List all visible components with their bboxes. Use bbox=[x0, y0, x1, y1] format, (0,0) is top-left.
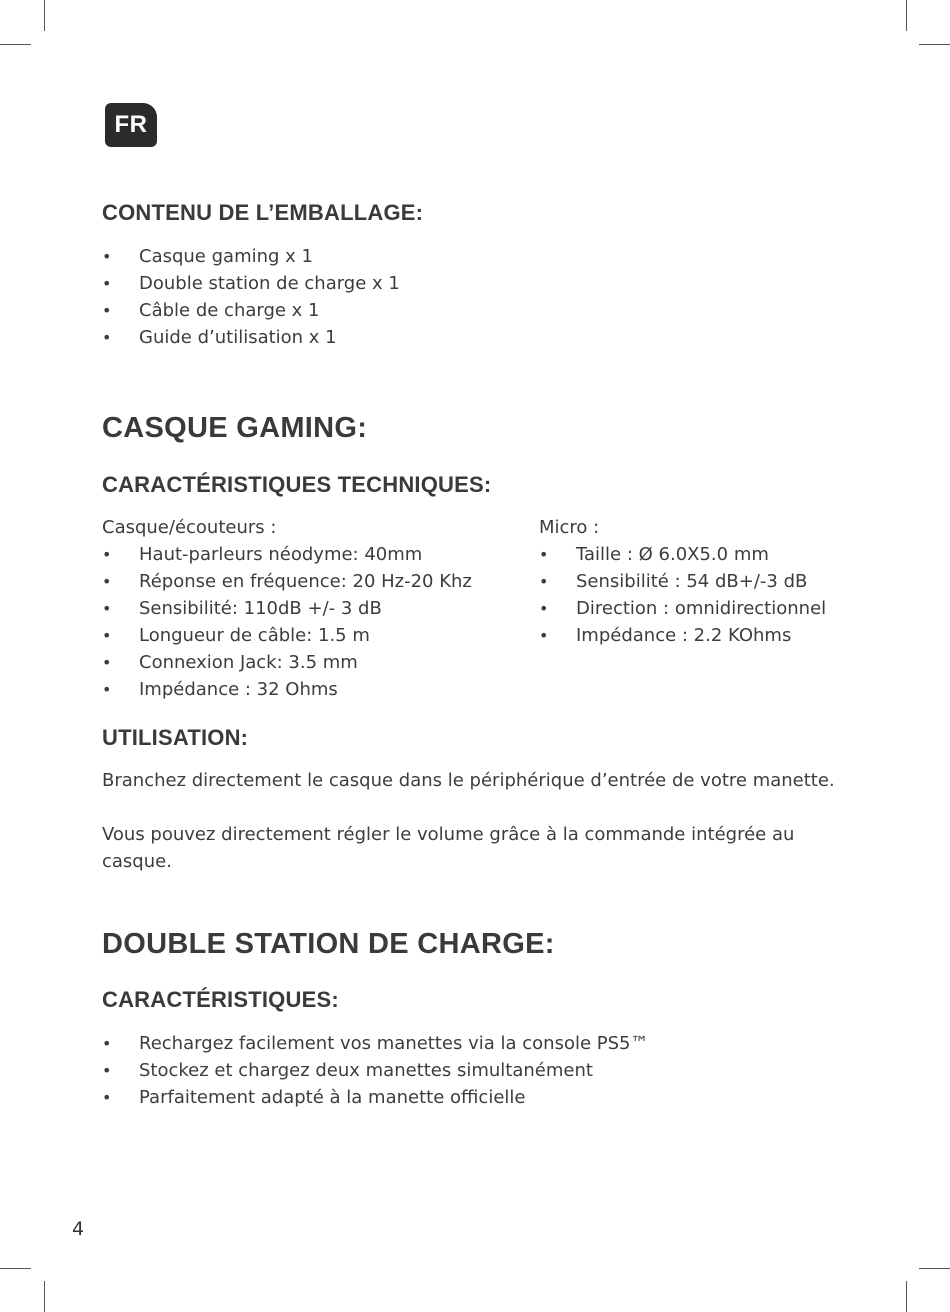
list-item: • Sensibilité : 54 dB+/-3 dB bbox=[539, 568, 826, 595]
contents-title: CONTENU DE L’EMBALLAGE: bbox=[102, 200, 424, 225]
list-item: • Parfaitement adapté à la manette officielle bbox=[102, 1084, 649, 1111]
list-item: • Double station de charge x 1 bbox=[102, 270, 400, 297]
crop-mark bbox=[44, 1281, 45, 1312]
earphones-label: Casque/écouteurs : bbox=[102, 517, 277, 538]
crop-mark bbox=[906, 1281, 907, 1312]
list-item: • Guide d’utilisation x 1 bbox=[102, 324, 400, 351]
language-badge: FR bbox=[105, 103, 157, 147]
list-item: • Réponse en fréquence: 20 Hz-20 Khz bbox=[102, 568, 472, 595]
usage-title: UTILISATION: bbox=[102, 725, 249, 750]
station-features-title: CARACTÉRISTIQUES: bbox=[102, 987, 339, 1012]
station-feature-list bbox=[102, 1030, 649, 1111]
contents-list bbox=[102, 243, 400, 351]
list-item: • Impédance : 32 Ohms bbox=[102, 676, 472, 703]
list-item: • Sensibilité: 110dB +/- 3 dB bbox=[102, 595, 472, 622]
list-item: • Câble de charge x 1 bbox=[102, 297, 400, 324]
list-item: • Longueur de câble: 1.5 m bbox=[102, 622, 472, 649]
usage-paragraph: Vous pouvez directement régler le volume grâce à la commande intégrée au casque. bbox=[102, 824, 795, 872]
list-item: • Haut-parleurs néodyme: 40mm bbox=[102, 541, 472, 568]
headset-specs-title: CARACTÉRISTIQUES TECHNIQUES: bbox=[102, 472, 492, 497]
crop-mark bbox=[44, 0, 45, 31]
crop-mark bbox=[0, 44, 31, 45]
page-number: 4 bbox=[72, 1218, 85, 1240]
micro-label: Micro : bbox=[539, 517, 600, 538]
usage-paragraph: Branchez directement le casque dans le périphérique d’entrée de votre manette. bbox=[102, 770, 835, 791]
list-item: • Casque gaming x 1 bbox=[102, 243, 400, 270]
list-item: • Impédance : 2.2 KOhms bbox=[539, 622, 826, 649]
crop-mark bbox=[919, 44, 950, 45]
earphones-spec-list bbox=[102, 541, 472, 703]
station-title: DOUBLE STATION DE CHARGE: bbox=[102, 928, 555, 960]
crop-mark bbox=[906, 0, 907, 31]
crop-mark bbox=[919, 1268, 950, 1269]
list-item: • Taille : Ø 6.0X5.0 mm bbox=[539, 541, 826, 568]
list-item: • Direction : omnidirectionnel bbox=[539, 595, 826, 622]
list-item: • Rechargez facilement vos manettes via la console PS5™ bbox=[102, 1030, 649, 1057]
headset-title: CASQUE GAMING: bbox=[102, 412, 368, 444]
crop-mark bbox=[0, 1268, 31, 1269]
list-item: • Stockez et chargez deux manettes simultanément bbox=[102, 1057, 649, 1084]
micro-spec-list bbox=[539, 541, 826, 649]
list-item: • Connexion Jack: 3.5 mm bbox=[102, 649, 472, 676]
